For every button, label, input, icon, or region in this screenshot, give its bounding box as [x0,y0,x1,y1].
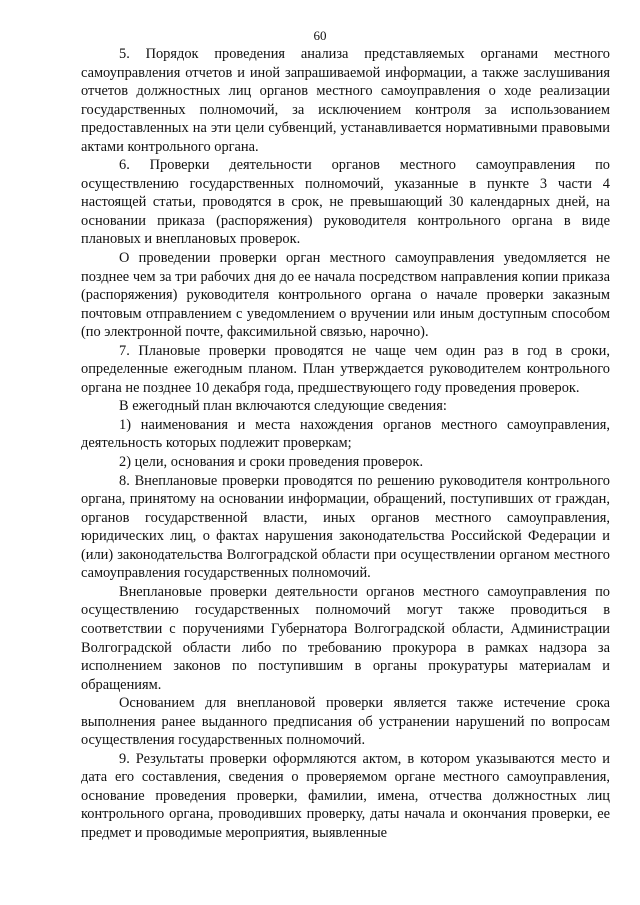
paragraph-9-inspection-results: 9. Результаты проверки оформляются актом, в котором указываются место и дата его составления, сведения о проверяемом органе местного самоуправления, основание проведения проверки, фамилии, имена, отчества должностных лиц контрольного органа, проводивших проверку, даты начала и окончания проверки, ее предмет и проводимые мероприятия, выявленные [81,750,610,841]
paragraph-7-planned-inspections: 7. Плановые проверки проводятся не чаще чем один раз в год в сроки, определенные ежегодным планом. План утверждается руководителем контрольного органа не позднее 10 декабря года, предшествующего году проведения проверок. [81,342,610,396]
paragraph-8-unscheduled-inspections: 8. Внеплановые проверки проводятся по решению руководителя контрольного органа, принятому на основании информации, обращений, поступивших от граждан, органов государственной власти, иных органов местного самоуправления, юридических лиц, о фактах нарушения законодательства Российской Федерации и (или) законодательства Волгоградской области при осуществлении органом местного самоуправления государственных полномочий. [81,472,610,582]
paragraph-6-inspections: 6. Проверки деятельности органов местного самоуправления по осуществлению государственных полномочий, указанные в пункте 3 части 4 настоящей статьи, проводятся в срок, не превышающий 30 календарных дней, на основании приказа (распоряжения) руководителя контрольного органа в виде плановых и внеплановых проверок. [81,157,610,248]
paragraph-unscheduled-by-governor: Внеплановые проверки деятельности органов местного самоуправления по осуществлению государственных полномочий могут также проводиться в соответствии с поручениями Губернатора Волгоградской области, Администрации Волгоградской области либо по требованию прокурора в рамках надзора за исполнением законов по поступившим в органы прокуратуры материалам и обращениям. [81,583,610,693]
paragraph-5-analysis-procedure: 5. Порядок проведения анализа представляемых органами местного самоуправления отчетов и иной запрашиваемой информации, а также заслушивания отчетов должностных лиц органов местного самоуправления о ходе реализации государственных полномочий, за исключением контроля за использованием предоставленных на эти цели субвенций, устанавливается нормативными правовыми актами контрольного органа. [81,46,610,155]
document-body [81,45,610,843]
paragraph-unscheduled-grounds: Основанием для внеплановой проверки является также истечение срока выполнения ранее выданного предписания об устранении нарушений по вопросам осуществления государственных полномочий. [81,695,610,749]
paragraph-inspection-notice: О проведении проверки орган местного самоуправления уведомляется не позднее чем за три рабочих дня до ее начала посредством направления копии приказа (распоряжения) руководителя контрольного органа о начале проверки заказным почтовым отправлением с уведомлением о вручении или иным доступным способом (по электронной почте, факсимильной связью, нарочно). [81,250,610,341]
paragraph-annual-plan-intro: В ежегодный план включаются следующие сведения: [119,398,447,415]
paragraph-plan-item-1: 1) наименования и места нахождения органов местного самоуправления, деятельность которых подлежит проверкам; [81,416,610,452]
page-number: 60 [313,28,327,43]
paragraph-plan-item-2: 2) цели, основания и сроки проведения проверок. [119,454,424,471]
